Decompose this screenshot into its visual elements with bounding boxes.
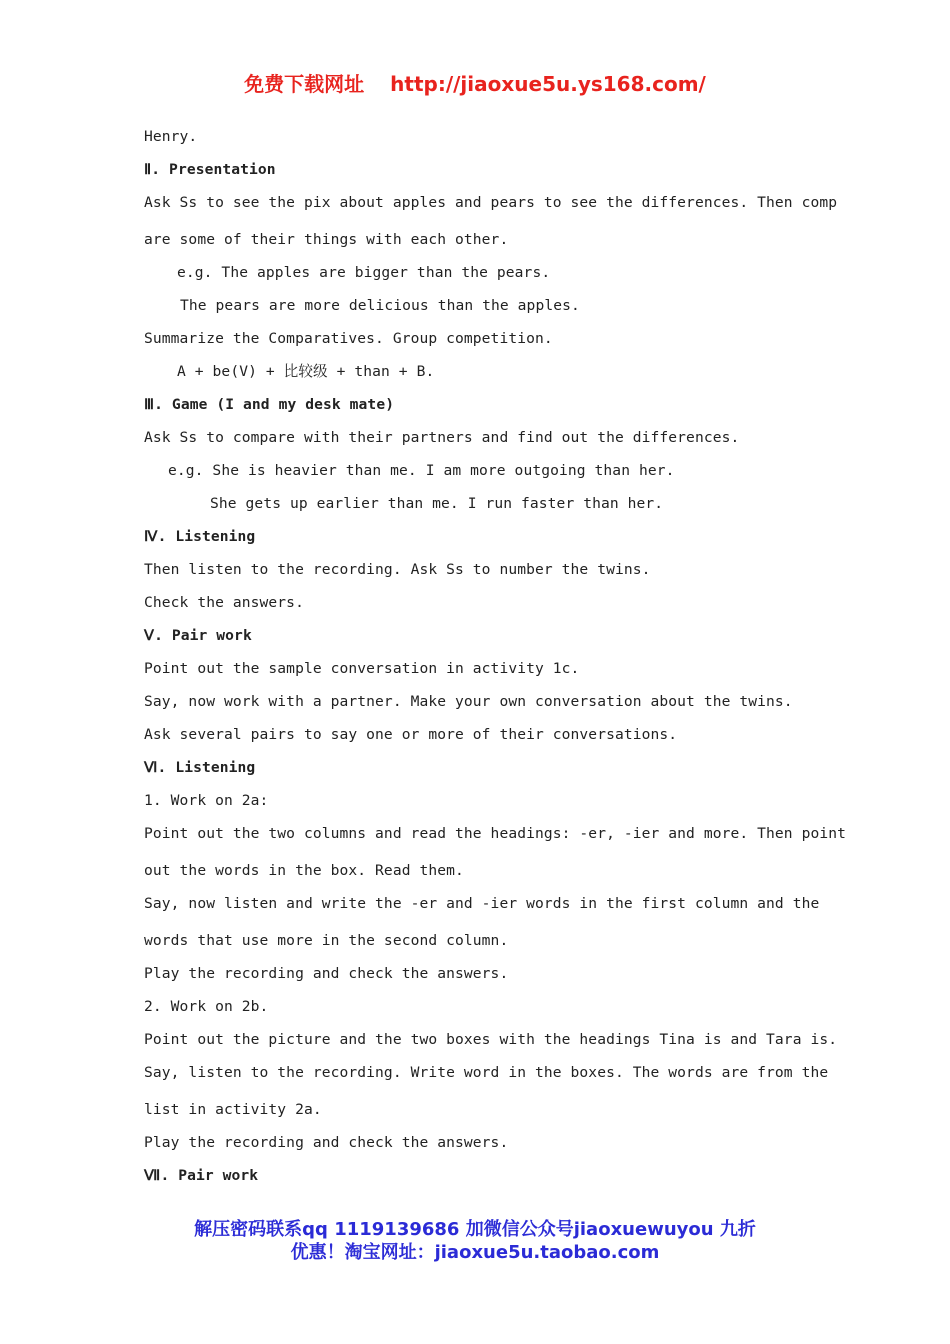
text-line: list in activity 2a. — [144, 1101, 322, 1118]
example-line: The pears are more delicious than the apples. — [180, 297, 580, 314]
banner-url-link[interactable]: http://jiaoxue5u.ys168.com/ — [390, 72, 706, 96]
text-line: Henry. — [144, 128, 198, 145]
footer-line-2: 优惠！淘宝网址：jiaoxue5u.taobao.com — [290, 1242, 660, 1263]
text-line: Say, now listen and write the -er and -ier words in the first column and the — [144, 895, 820, 912]
footer-line-1: 解压密码联系qq 1119139686 加微信公众号jiaoxuewuyou 九折 — [194, 1219, 756, 1240]
text-line: are some of their things with each other. — [144, 231, 509, 248]
text-line: 2. Work on 2b. — [144, 998, 269, 1015]
text-line: Say, now work with a partner. Make your own conversation about the twins. — [144, 693, 793, 710]
example-line: She gets up earlier than me. I run faster than her. — [210, 495, 664, 512]
section-heading-game: Ⅲ. Game (I and my desk mate) — [144, 396, 395, 413]
text-line: Ask Ss to see the pix about apples and pears to see the differences. Then comp — [144, 194, 838, 211]
text-line: words that use more in the second column. — [144, 932, 509, 949]
text-line: Point out the picture and the two boxes with the headings Tina is and Tara is. — [144, 1031, 838, 1048]
text-line: out the words in the box. Read them. — [144, 862, 464, 879]
text-line: Play the recording and check the answers. — [144, 1134, 509, 1151]
text-line: Then listen to the recording. Ask Ss to number the twins. — [144, 561, 651, 578]
example-line: e.g. The apples are bigger than the pears. — [177, 264, 551, 281]
section-heading-pair-work-2: Ⅶ. Pair work — [144, 1167, 259, 1184]
section-heading-pair-work: Ⅴ. Pair work — [144, 627, 252, 644]
section-heading-presentation: Ⅱ. Presentation — [144, 161, 276, 178]
text-line: 1. Work on 2a: — [144, 792, 269, 809]
promo-footer — [0, 1218, 950, 1264]
section-heading-listening-2: Ⅵ. Listening — [144, 759, 256, 776]
banner-label: 免费下载网址 — [244, 72, 365, 96]
text-line: Ask several pairs to say one or more of their conversations. — [144, 726, 678, 743]
download-banner — [0, 68, 950, 97]
text-line: Say, listen to the recording. Write word in the boxes. The words are from the — [144, 1064, 829, 1081]
text-line: Check the answers. — [144, 594, 304, 611]
formula-line: A + be(V) + 比较级 + than + B. — [177, 363, 435, 380]
example-line: e.g. She is heavier than me. I am more outgoing than her. — [168, 462, 675, 479]
text-line: Ask Ss to compare with their partners and find out the differences. — [144, 429, 740, 446]
text-line: Point out the sample conversation in activity 1c. — [144, 660, 580, 677]
section-heading-listening: Ⅳ. Listening — [144, 528, 256, 545]
text-line: Summarize the Comparatives. Group competition. — [144, 330, 553, 347]
lesson-body — [144, 120, 847, 1192]
text-line: Play the recording and check the answers. — [144, 965, 509, 982]
text-line: Point out the two columns and read the headings: -er, -ier and more. Then point — [144, 825, 847, 842]
